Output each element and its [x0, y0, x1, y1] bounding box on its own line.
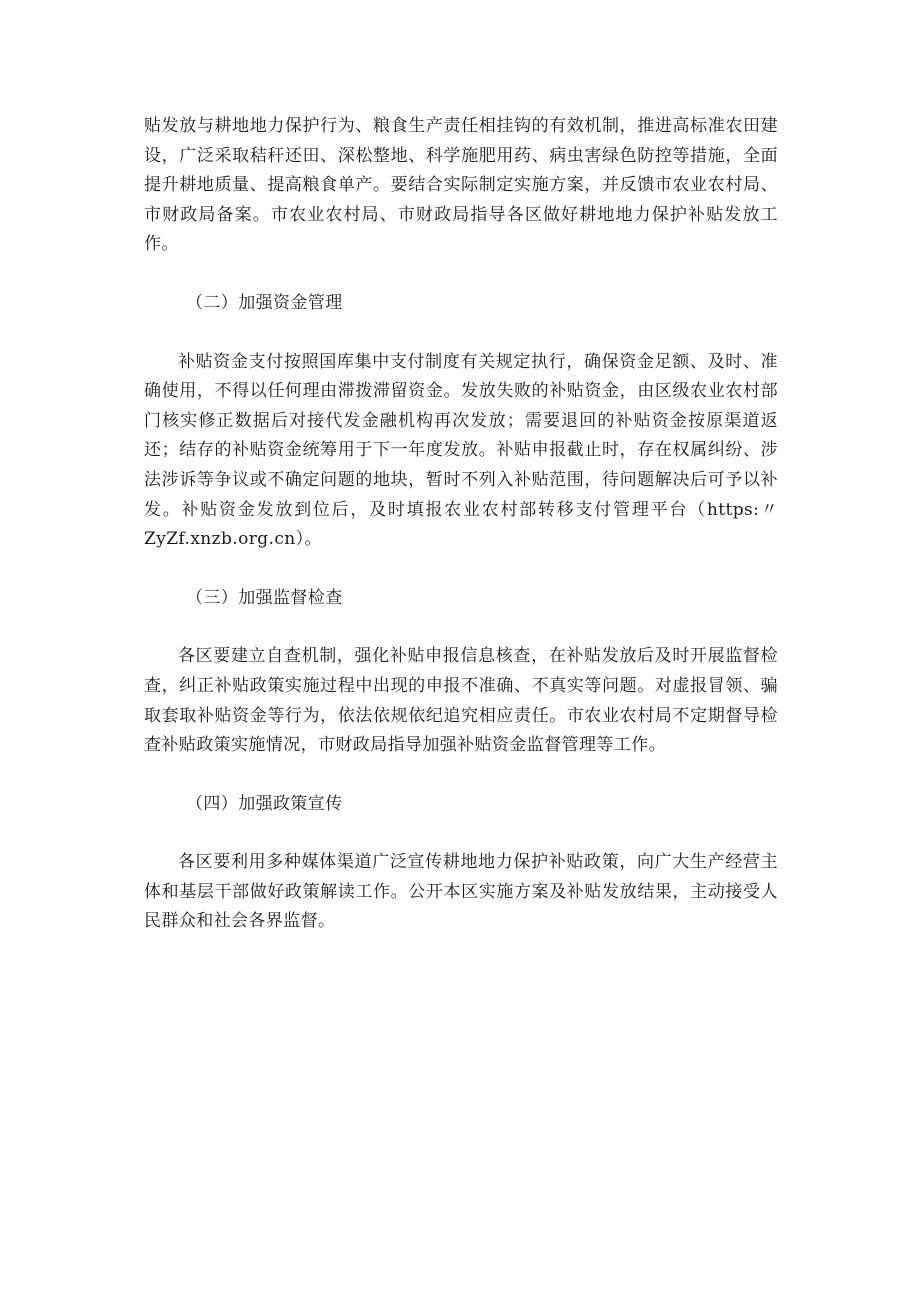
- document-body: [144, 112, 778, 937]
- section-heading-publicity: （四）加强政策宣传: [186, 793, 343, 814]
- paragraph-publicity: 各区要利用多种媒体渠道广泛宣传耕地地力保护补贴政策，向广大生产经营主体和基层干部做好政策解读工作。公开本区实施方案及补贴发放结果，主动接受人民群众和社会各界监督。: [144, 852, 778, 932]
- spacer: [144, 819, 778, 848]
- paragraph-funds-management: 补贴资金支付按照国库集中支付制度有关规定执行，确保资金足额、及时、准确使用，不得以任何理由滞拨滞留资金。发放失败的补贴资金，由区级农业农村部门核实修正数据后对接代发金融机构再次发放；需要退回的补贴资金按原渠道返还；结存的补贴资金统筹用于下一年度发放。补贴申报截止时，存在权属纠纷、涉法涉诉等争议或不确定问题的地块，暂时不列入补贴范围，待问题解决后可予以补发。补贴资金发放到位后，及时填报农业农村部转移支付管理平台（https:〃ZyZf.xnzb.org.cn）。: [144, 351, 778, 550]
- spacer: [144, 260, 778, 289]
- paragraph-continuation: 贴发放与耕地地力保护行为、粮食生产责任相挂钩的有效机制，推进高标准农田建设，广泛采取秸秆还田、深松整地、科学施肥用药、病虫害绿色防控等措施，全面提升耕地质量、提高粮食单产。要结合实际制定实施方案，并反馈市农业农村局、市财政局备案。市农业农村局、市财政局指导各区做好耕地地力保护补贴发放工作。: [144, 116, 778, 255]
- spacer: [144, 613, 778, 642]
- spacer: [144, 555, 778, 584]
- spacer: [144, 761, 778, 790]
- spacer: [144, 319, 778, 348]
- section-heading-supervision: （三）加强监督检查: [186, 587, 343, 608]
- section-heading-funds-management: （二）加强资金管理: [186, 292, 343, 313]
- paragraph-supervision: 各区要建立自查机制，强化补贴申报信息核查，在补贴发放后及时开展监督检查，纠正补贴政策实施过程中出现的申报不准确、不真实等问题。对虚报冒领、骗取套取补贴资金等行为，依法依规依纪追究相应责任。市农业农村局不定期督导检查补贴政策实施情况，市财政局指导加强补贴资金监督管理等工作。: [144, 646, 778, 756]
